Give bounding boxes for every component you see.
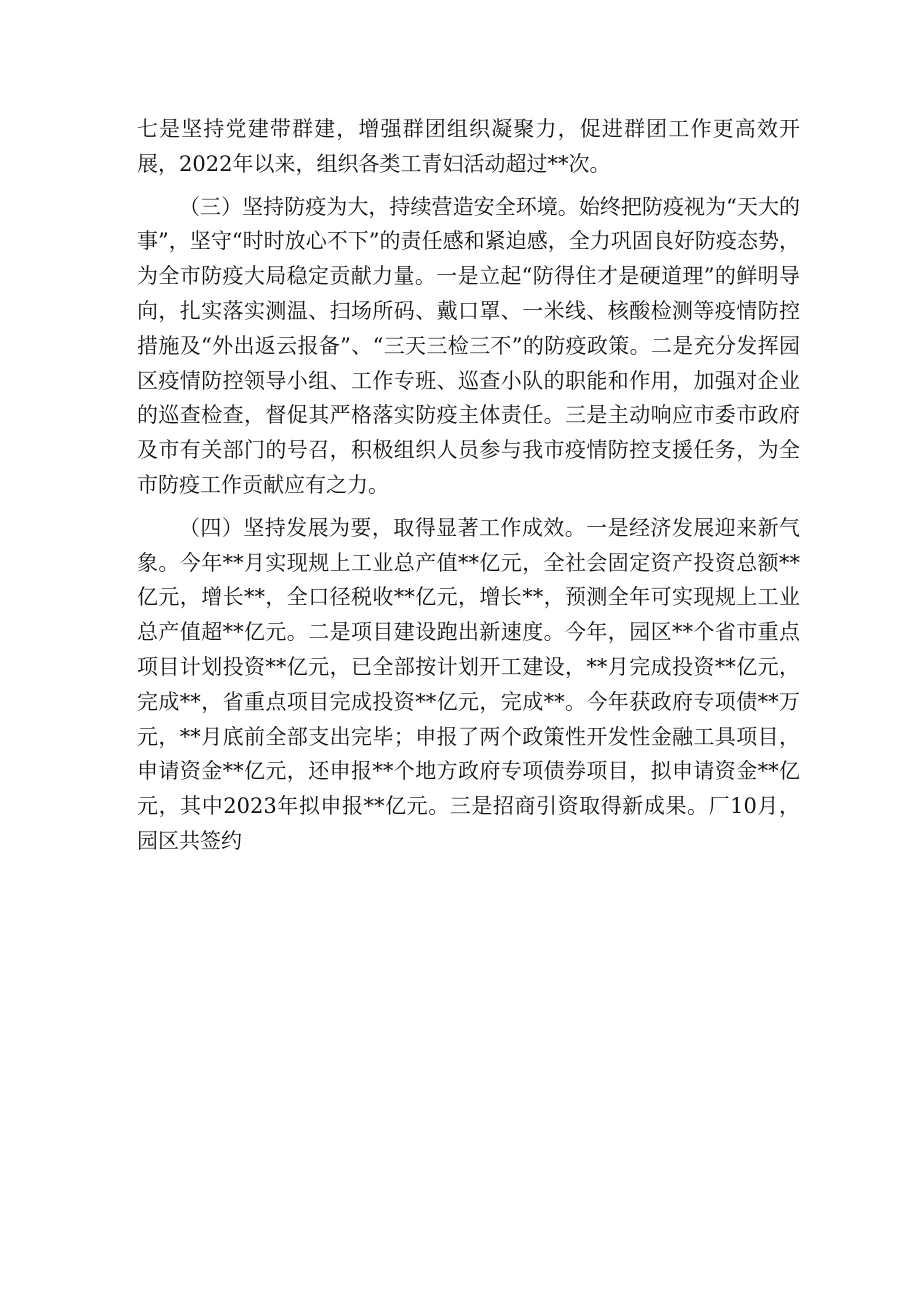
document-body — [137, 112, 800, 859]
paragraph-epidemic-prevention: （三）坚持防疫为大，持续营造安全环境。始终把防疫视为“天大的事”，坚守“时时放心不下”的责任感和紧迫感，全力巩固良好防疫态势，为全市防疫大局稳定贡献力量。一是立起“防得住才是硬道理”的鲜明导向，扎实落实测温、扫场所码、戴口罩、一米线、核酸检测等疫情防控措施及“外出返云报备”、“三天三检三不”的防疫政策。二是充分发挥园区疫情防控领导小组、工作专班、巡查小队的职能和作用，加强对企业的巡查检查，督促其严格落实防疫主体责任。三是主动响应市委市政府及市有关部门的号召，积极组织人员参与我市疫情防控支援任务，为全市防疫工作贡献应有之力。 — [137, 194, 800, 497]
paragraph-party-building: 七是坚持党建带群建，增强群团组织凝聚力，促进群团工作更高效开展，2022年以来，组织各类工青妇活动超过**次。 — [137, 117, 800, 176]
paragraph-development-results: （四）坚持发展为要，取得显著工作成效。一是经济发展迎来新气象。今年**月实现规上工业总产值**亿元，全社会固定资产投资总额**亿元，增长**，全口径税收**亿元，增长**，预测全年可实现规上工业总产值超**亿元。二是项目建设跑出新速度。今年，园区**个省市重点项目计划投资**亿元，已全部按计划开工建设，**月完成投资**亿元，完成**，省重点项目完成投资**亿元，完成**。今年获政府专项债**万元，**月底前全部支出完毕；申报了两个政策性开发性金融工具项目，申请资金**亿元，还申报**个地方政府专项债券项目，拟申请资金**亿元，其中2023年拟申报**亿元。三是招商引资取得新成果。厂10月，园区共签约 — [137, 515, 800, 853]
